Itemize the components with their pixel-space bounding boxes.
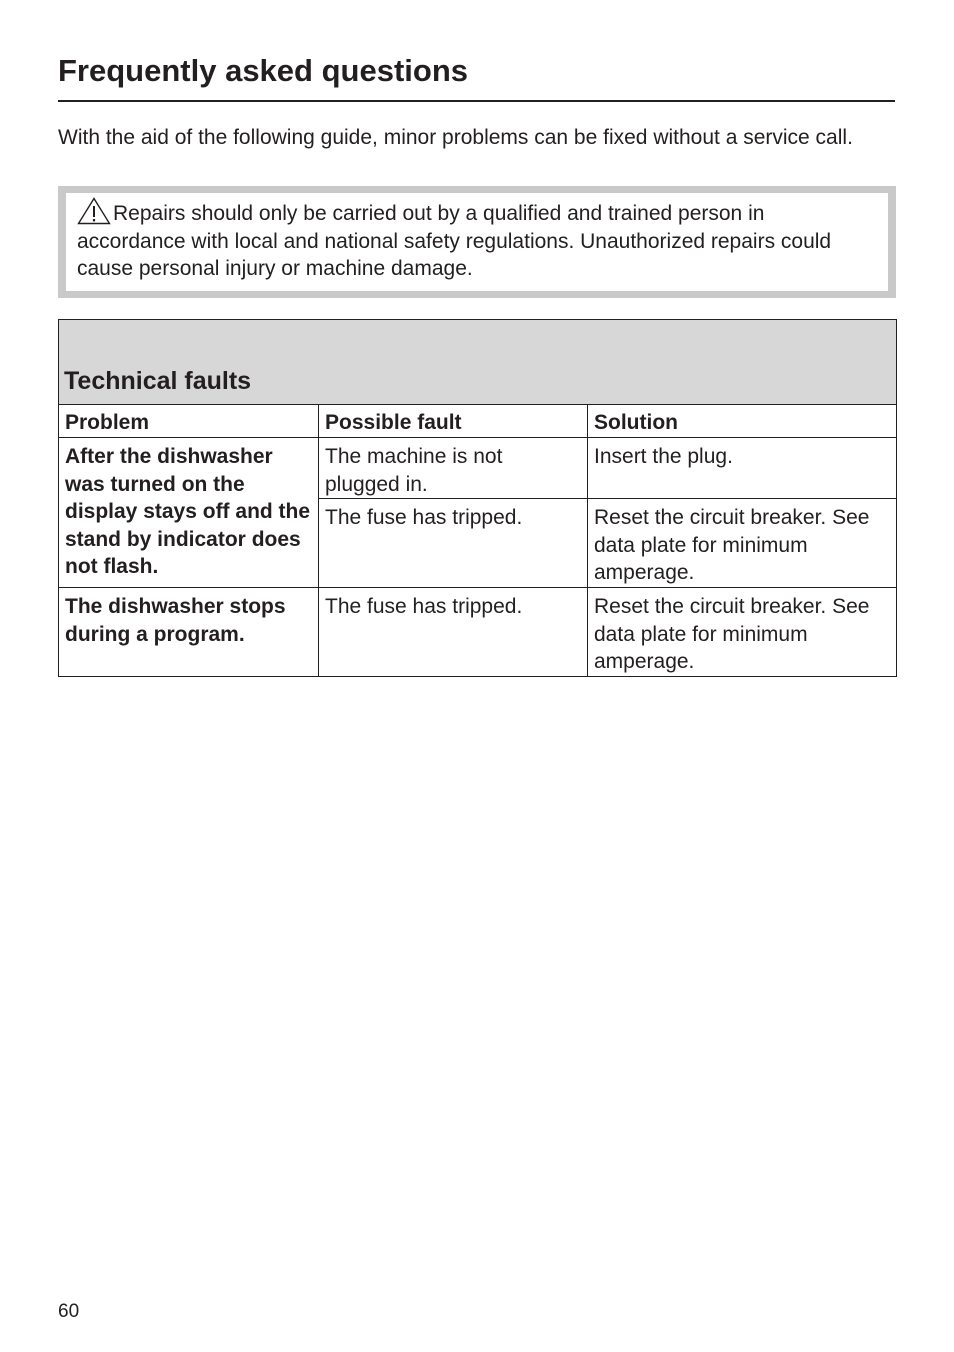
column-header-row — [59, 405, 897, 438]
problem-cell: The dishwasher stops during a program. — [59, 588, 319, 677]
table-row — [59, 588, 897, 677]
section-header-row — [59, 320, 897, 405]
fault-cell: The machine is not plugged in. — [319, 438, 588, 499]
intro-paragraph: With the aid of the following guide, minor problems can be fixed without a service call. — [58, 126, 853, 149]
column-header-solution: Solution — [588, 405, 897, 438]
warning-text: Repairs should only be carried out by a qualified and trained person in accordance with local and national safety regulations. Unauthorized repairs could cause personal injury or machine damage. — [77, 202, 832, 280]
problem-cell: After the dishwasher was turned on the display stays off and the stand by indicator does not flash. — [59, 438, 319, 588]
fault-cell: The fuse has tripped. — [319, 588, 588, 677]
fault-cell: The fuse has tripped. — [319, 499, 588, 588]
technical-faults-table — [58, 319, 897, 677]
page-number: 60 — [58, 1301, 80, 1322]
solution-cell: Reset the circuit breaker. See data plate for minimum amperage. — [588, 499, 897, 588]
page-title: Frequently asked questions — [58, 52, 895, 102]
warning-content — [66, 193, 888, 291]
section-title: Technical faults — [59, 320, 897, 405]
solution-cell: Insert the plug. — [588, 438, 897, 499]
warning-triangle-icon — [77, 197, 111, 225]
column-header-problem: Problem — [59, 405, 319, 438]
warning-box — [58, 186, 896, 298]
solution-cell: Reset the circuit breaker. See data plate for minimum amperage. — [588, 588, 897, 677]
table-row — [59, 438, 897, 499]
column-header-fault: Possible fault — [319, 405, 588, 438]
